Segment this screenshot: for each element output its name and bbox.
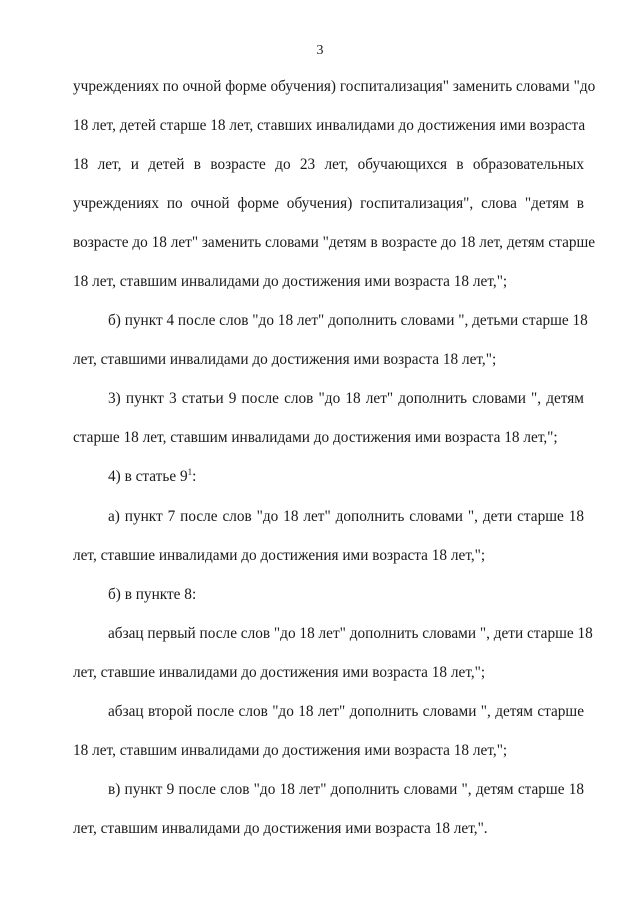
paragraph-item-b-punkt-8 xyxy=(73,575,584,614)
text-line: возрасте до 18 лет" заменить словами "детям в возрасте до 18 лет, детям старше xyxy=(73,234,596,252)
article-ref-suffix: : xyxy=(192,468,197,486)
text-line: 18 лет, и детей в возрасте до 23 лет, обучающихся в образовательных xyxy=(73,156,584,174)
text-line: б) в пункте 8: xyxy=(108,585,197,603)
document-body xyxy=(73,67,596,848)
paragraph-item-v-punkt-9 xyxy=(73,770,584,848)
text-line: в) пункт 9 после слов "до 18 лет" дополнить словами ", детям старше 18 xyxy=(108,780,584,798)
paragraph-item-4-statya-9-1 xyxy=(73,457,584,496)
paragraph-abzac-pervyi xyxy=(73,614,593,692)
page-number: 3 xyxy=(316,43,324,58)
paragraph-item-a-punkt-7 xyxy=(73,497,584,575)
paragraph-item-b-punkt-4 xyxy=(73,301,588,379)
text-line: лет, ставшие инвалидами до достижения ими возраста 18 лет,"; xyxy=(73,663,486,681)
text-line: старше 18 лет, ставшим инвалидами до достижения ими возраста 18 лет,"; xyxy=(73,429,558,447)
paragraph-item-3-statya-9 xyxy=(73,379,584,457)
text-line: 3) пункт 3 статьи 9 после слов "до 18 лет" дополнить словами ", детям xyxy=(108,390,584,408)
text-line: а) пункт 7 после слов "до 18 лет" дополнить словами ", дети старше 18 xyxy=(108,507,584,525)
text-line: 18 лет, ставшим инвалидами до достижения ими возраста 18 лет,"; xyxy=(73,741,508,759)
article-superscript: 1 xyxy=(187,467,193,478)
text-line: лет, ставшим инвалидами до достижения ими возраста 18 лет,". xyxy=(73,819,488,837)
paragraph-abzac-vtoroi xyxy=(73,692,584,770)
text-line: лет, ставшие инвалидами до достижения ими возраста 18 лет,"; xyxy=(73,546,486,564)
text-line: абзац второй после слов "до 18 лет" дополнить словами ", детям старше xyxy=(108,702,584,720)
text-line: абзац первый после слов "до 18 лет" дополнить словами ", дети старше 18 xyxy=(108,624,593,642)
text-line: 18 лет, ставшим инвалидами до достижения ими возраста 18 лет,"; xyxy=(73,273,508,291)
text-line: б) пункт 4 после слов "до 18 лет" дополнить словами ", детьми старше 18 xyxy=(108,312,588,330)
text-line: учреждениях по очной форме обучения) госпитализация" заменить словами "до xyxy=(73,78,596,95)
text-line: учреждениях по очной форме обучения) госпитализация", слова "детям в xyxy=(73,195,584,213)
paragraph-continuation xyxy=(73,67,596,301)
text-line: лет, ставшими инвалидами до достижения ими возраста 18 лет,"; xyxy=(73,351,497,369)
text-line: 18 лет, детей старше 18 лет, ставших инвалидами до достижения ими возраста xyxy=(73,117,586,135)
text-line xyxy=(73,457,584,496)
article-ref-text: 4) в статье 9 xyxy=(108,468,188,486)
